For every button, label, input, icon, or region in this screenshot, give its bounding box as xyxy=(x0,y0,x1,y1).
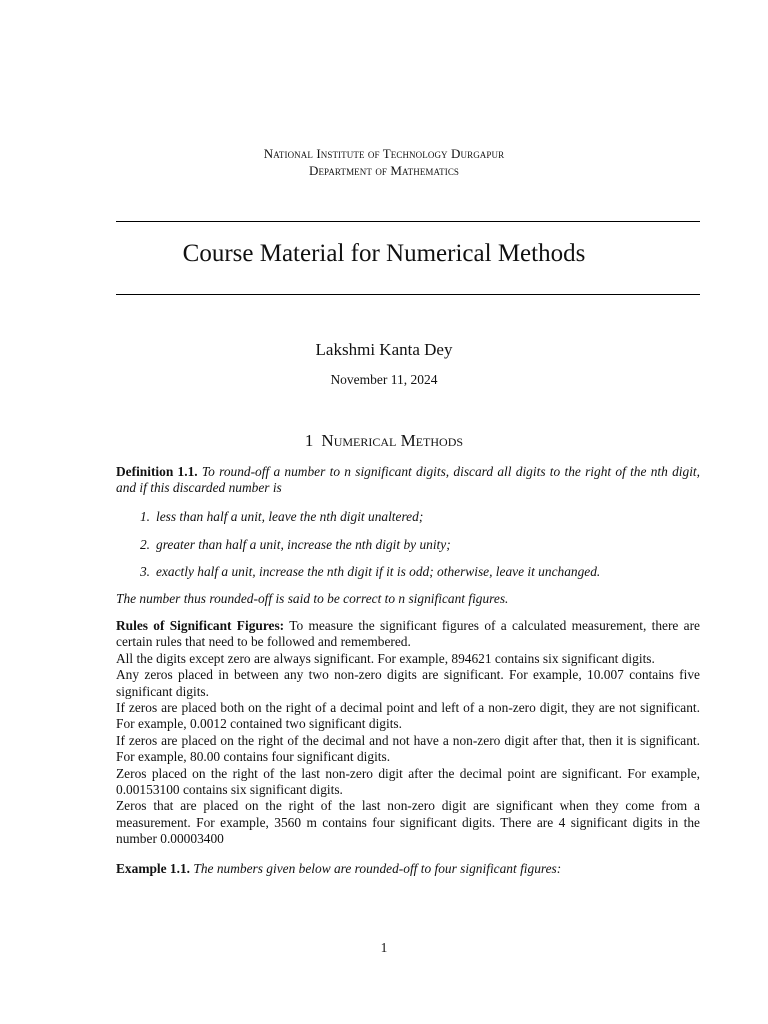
example-label: Example 1.1. xyxy=(116,861,191,876)
definition-list xyxy=(130,509,700,579)
rules-intro xyxy=(116,618,700,651)
rule-line: If zeros are placed both on the right of a decimal point and left of a non-zero digit, they are not significant. For example, 0.0012 contained two significant digits. xyxy=(116,700,700,732)
list-item xyxy=(130,537,700,553)
list-item xyxy=(130,564,700,580)
rule-line: Zeros that are placed on the right of the last non-zero digit are significant when they come from a measurement. For example, 3560 m contains four significant digits. There are 4 significant digits in the number 0.00003400 xyxy=(116,798,700,847)
list-marker: 3. xyxy=(139,564,150,579)
institution-name: National Institute of Technology Durgapur xyxy=(263,146,505,161)
list-item-text: exactly half a unit, increase the nth digit if it is odd; otherwise, leave it unchanged. xyxy=(156,564,601,579)
rule-line: All the digits except zero are always significant. For example, 894621 contains six significant digits. xyxy=(116,650,655,666)
department-name: Department of Mathematics xyxy=(308,163,460,178)
document-date: November 11, 2024 xyxy=(330,372,438,387)
rule-line: Any zeros placed in between any two non-zero digits are significant. For example, 10.007 contains five significant digits. xyxy=(116,667,700,699)
list-marker: 2. xyxy=(139,537,150,552)
list-item-text: less than half a unit, leave the nth digit unaltered; xyxy=(156,509,424,524)
rules-label: Rules of Significant Figures: xyxy=(116,618,285,633)
example-block xyxy=(116,861,700,877)
rules-intro-text: To measure the significant figures of a calculated measurement, there are certain rules that need to be followed and remembered. xyxy=(116,618,700,650)
page-number: 1 xyxy=(380,940,388,955)
definition-conclusion: The number thus rounded-off is said to be correct to n significant figures. xyxy=(116,591,509,606)
example-text: The numbers given below are rounded-off to four significant figures: xyxy=(193,861,562,876)
rule-line: If zeros are placed on the right of the decimal and not have a non-zero digit after that, then it is significant. For example, 80.00 contains four significant digits. xyxy=(116,732,700,765)
document-title: Course Material for Numerical Methods xyxy=(182,240,586,267)
list-item xyxy=(130,509,700,525)
definition-label: Definition 1.1. xyxy=(116,464,198,479)
section-number: 1 xyxy=(304,431,314,450)
list-marker: 1. xyxy=(139,509,150,524)
section-heading xyxy=(0,431,768,451)
rules-block xyxy=(116,618,700,848)
definition-text: To round-off a number to n significant digits, discard all digits to the right of the nth digit, and if this discarded number is xyxy=(116,464,700,496)
section-title: Numerical Methods xyxy=(321,431,464,450)
author-name: Lakshmi Kanta Dey xyxy=(315,340,453,359)
title-top-rule xyxy=(116,221,700,222)
definition-block xyxy=(116,464,700,497)
rule-line: Zeros placed on the right of the last non-zero digit after the decimal point are significant. For example, 0.00153100 contains six significant digits. xyxy=(116,765,700,798)
list-item-text: greater than half a unit, increase the nth digit by unity; xyxy=(156,537,451,552)
title-bottom-rule xyxy=(116,294,700,295)
